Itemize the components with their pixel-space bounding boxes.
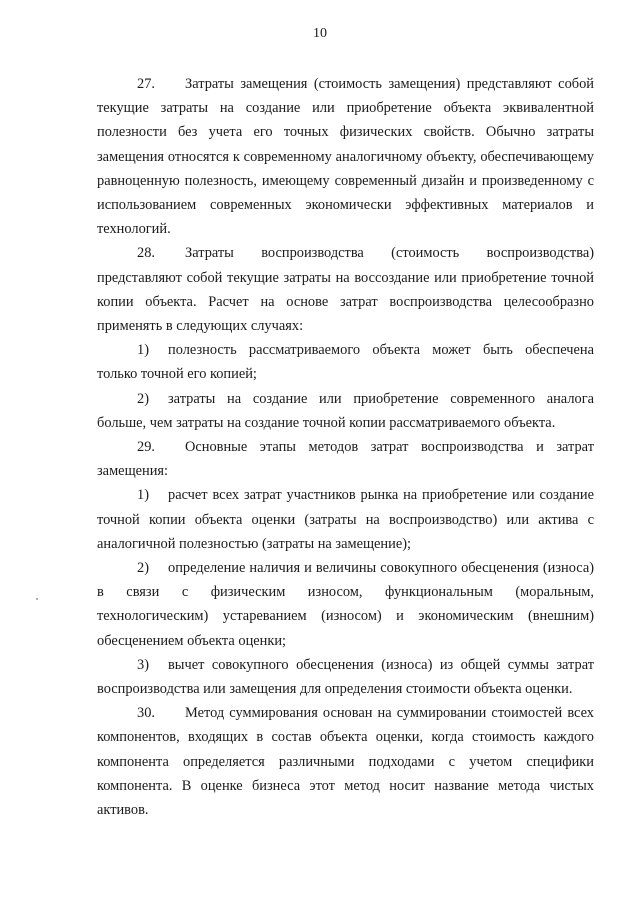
list-item-number: 3) xyxy=(137,656,149,673)
paragraph-number: 27. xyxy=(137,76,155,92)
paragraph-27 xyxy=(97,72,594,241)
paragraph-number: 30. xyxy=(137,705,155,722)
paragraph-text: Затраты замещения (стоимость замещения) представляют собой текущие затраты на создание или приобретение объекта эквивалентной полезности без учета его точных физических свойств. Обычно затраты замещения относятся к современному аналогичному объекту, обеспечивающему равноценную полезность, имеющему современный дизайн и произведенному с использованием современных экономически эффективных материалов и технологий. xyxy=(97,76,594,238)
list-item-text: вычет совокупного обесценения (износа) из общей суммы затрат воспроизводства или замещения для определения стоимости объекта оценки. xyxy=(97,656,594,698)
paragraph-28 xyxy=(97,241,594,338)
page-number: 10 xyxy=(313,26,327,41)
list-item-number: 1) xyxy=(137,342,149,359)
list-item-number: 2) xyxy=(137,390,149,407)
list-item-text: полезность рассматриваемого объекта может быть обеспечена только точной его копией; xyxy=(97,342,594,383)
list-item-text: расчет всех затрат участников рынка на приобретение или создание точной копии объекта оценки (затраты на воспроизводство) или актива с аналогичной полезностью (затраты на замещение); xyxy=(97,487,594,552)
list-item-28-1 xyxy=(97,338,594,386)
paragraph-text: Затраты воспроизводства (стоимость воспроизводства) представляют собой текущие затраты на воссоздание или приобретение точной копии объекта. Расчет на основе затрат воспроизводства целесообразно применять в следующих случаях: xyxy=(97,245,594,335)
list-item-text: затраты на создание или приобретение современного аналога больше, чем затраты на создание точной копии рассматриваемого объекта. xyxy=(97,390,594,431)
paragraph-29 xyxy=(97,435,594,483)
list-item-number: 2) xyxy=(137,560,149,577)
list-item-29-1 xyxy=(97,483,594,556)
paragraph-30 xyxy=(97,701,594,822)
list-item-28-2 xyxy=(97,387,594,435)
paragraph-text: Основные этапы методов затрат воспроизводства и затрат замещения: xyxy=(97,439,594,480)
list-item-29-2 xyxy=(97,556,594,653)
list-item-number: 1) xyxy=(137,487,149,504)
paragraph-text: Метод суммирования основан на суммировании стоимостей всех компонентов, входящих в состав объекта оценки, когда стоимость каждого компонента определяется различными подходами с учетом специфики компонента. В оценке бизнеса этот метод носит название метода чистых активов. xyxy=(97,705,594,819)
margin-mark xyxy=(36,598,38,600)
paragraph-number: 28. xyxy=(137,245,155,262)
paragraph-number: 29. xyxy=(137,439,155,456)
list-item-text: определение наличия и величины совокупного обесценения (износа) в связи с физическим износом, функциональным (моральным, технологическим) устареванием (износом) и экономическим (внешним) обесценением объекта оценки; xyxy=(97,560,594,649)
document-body xyxy=(97,72,594,822)
list-item-29-3 xyxy=(97,653,594,701)
